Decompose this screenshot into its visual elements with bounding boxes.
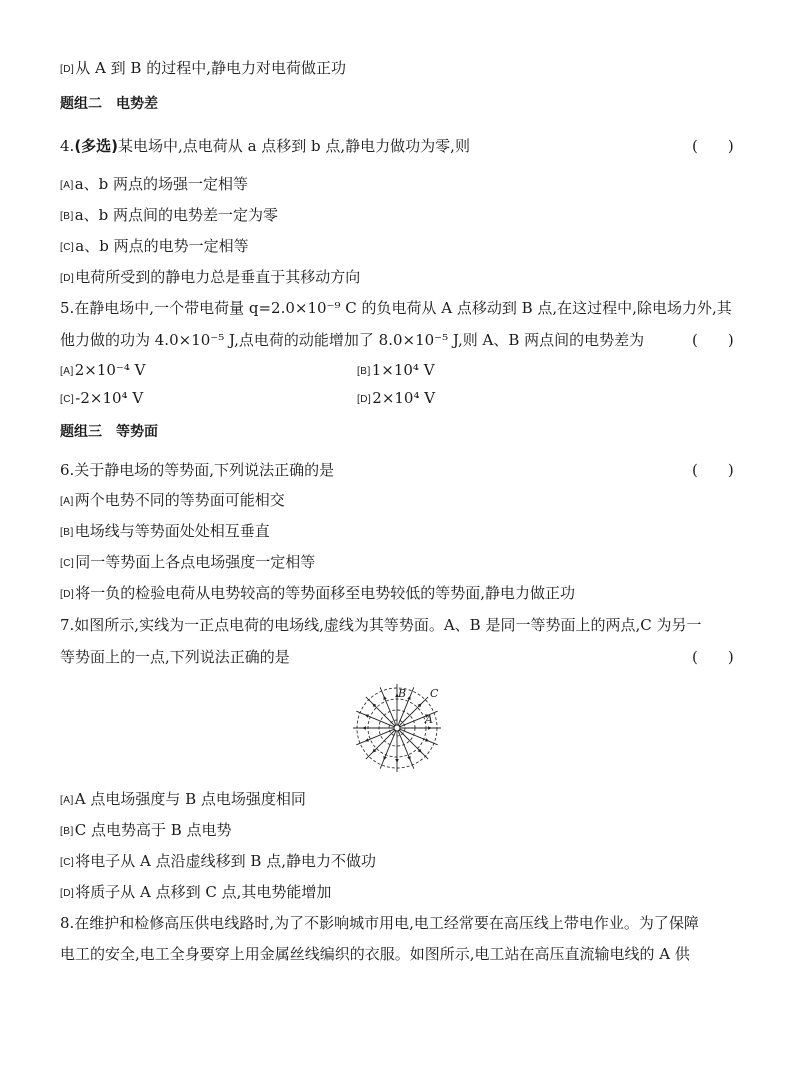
q5-option-a: [60, 360, 145, 382]
q5-option-d: [357, 388, 435, 410]
option-text: 两个电势不同的等势面可能相交: [74, 491, 285, 509]
section-heading-group3: 题组三 等势面: [60, 424, 158, 440]
option-text: 1×10⁴ V: [371, 361, 435, 379]
q7-option-b: [60, 820, 232, 842]
option-text: A 点电场强度与 B 点电场强度相同: [74, 790, 306, 808]
option-tag: [D]: [60, 589, 75, 600]
option-text: 同一等势面上各点电场强度一定相等: [75, 553, 316, 571]
option-tag: [A]: [60, 795, 74, 806]
q7-option-d: [60, 882, 331, 904]
option-tag: [A]: [60, 496, 74, 507]
q5-stem-line1: 5.在静电场中,一个带电荷量 q=2.0×10⁻⁹ C 的负电荷从 A 点移动到 B 点,在这过程中,除电场力外,其: [60, 299, 732, 317]
option-text: 将质子从 A 点移到 C 点,其电势能增加: [75, 883, 332, 901]
answer-blank: ( ): [692, 137, 734, 155]
option-tag: [B]: [60, 826, 74, 837]
multi-choice-label: (多选): [74, 137, 119, 155]
option-tag: [B]: [357, 366, 371, 377]
option-tag: [C]: [60, 394, 75, 405]
field-line-figure: [344, 680, 450, 776]
point-charge: [394, 725, 400, 731]
option-text: 将一负的检验电荷从电势较高的等势面移至电势较低的等势面,静电力做正功: [75, 584, 576, 602]
option-text: a、b 两点间的电势差一定为零: [74, 206, 279, 224]
q7-stem-line2: 等势面上的一点,下列说法正确的是: [60, 648, 290, 666]
q8-stem-line2: 电工的安全,电工全身要穿上用金属丝线编织的衣服。如图所示,电工站在高压直流输电线的 A 供: [60, 945, 690, 963]
option-text: a、b 两点的电势一定相等: [75, 237, 249, 255]
option-text: -2×10⁴ V: [75, 389, 144, 407]
q8-stem-line1: 8.在维护和检修高压供电线路时,为了不影响城市用电,电工经常要在高压线上带电作业。为了保障: [60, 914, 699, 932]
q7-option-c: [60, 851, 376, 873]
option-tag: [D]: [60, 64, 75, 75]
q5-option-c: [60, 388, 143, 410]
question-number: 4.: [60, 137, 75, 155]
q6-option-c: [60, 552, 315, 574]
option-text: 电荷所受到的静电力总是垂直于其移动方向: [75, 268, 361, 286]
answer-blank: ( ): [692, 648, 734, 666]
answer-blank: ( ): [692, 461, 734, 479]
q4-option-c: [60, 236, 249, 258]
option-tag: [A]: [60, 366, 74, 377]
option-text: 2×10⁻⁴ V: [74, 361, 146, 379]
option-text: 从 A 到 B 的过程中,静电力对电荷做正功: [75, 59, 346, 77]
section-heading-group2: 题组二 电势差: [60, 96, 158, 112]
option-text: 将电子从 A 点沿虚线移到 B 点,静电力不做功: [75, 852, 376, 870]
q5-option-b: [357, 360, 435, 382]
option-tag: [D]: [60, 273, 75, 284]
q6-option-a: [60, 490, 285, 512]
option-tag: [D]: [357, 394, 372, 405]
q6-option-b: [60, 521, 270, 543]
option-tag: [B]: [60, 527, 74, 538]
q4-option-b: [60, 205, 278, 227]
q6-stem: 6.关于静电场的等势面,下列说法正确的是: [60, 461, 335, 479]
label-a: A: [425, 713, 433, 726]
q4-stem: [60, 136, 470, 156]
q5-stem-line2: 他力做的功为 4.0×10⁻⁵ J,点电荷的动能增加了 8.0×10⁻⁵ J,则 A、B 两点间的电势差为: [60, 331, 645, 349]
q4-option-d: [60, 267, 360, 289]
option-tag: [C]: [60, 558, 75, 569]
field-arrow: [395, 759, 399, 763]
label-b: B: [398, 687, 407, 700]
option-tag: [C]: [60, 857, 75, 868]
field-arrow: [428, 726, 432, 730]
option-tag: [A]: [60, 180, 74, 191]
option-tag: [C]: [60, 242, 75, 253]
option-text: C 点电势高于 B 点电势: [74, 821, 232, 839]
label-c: C: [430, 687, 439, 700]
option-tag: [D]: [60, 888, 75, 899]
option-text: a、b 两点的场强一定相等: [74, 175, 249, 193]
field-arrow: [362, 726, 366, 730]
option-text: 2×10⁴ V: [372, 389, 436, 407]
q7-option-a: [60, 789, 306, 811]
option-text: 电场线与等势面处处相互垂直: [74, 522, 270, 540]
question-text: 某电场中,点电荷从 a 点移到 b 点,静电力做功为零,则: [118, 137, 470, 155]
answer-blank: ( ): [692, 331, 734, 349]
q6-option-d: [60, 583, 575, 605]
q3-option-d: [60, 58, 346, 80]
q4-option-a: [60, 174, 248, 196]
q7-stem-line1: 7.如图所示,实线为一正点电荷的电场线,虚线为其等势面。A、B 是同一等势面上的两点,C 为另一: [60, 616, 702, 634]
option-tag: [B]: [60, 211, 74, 222]
